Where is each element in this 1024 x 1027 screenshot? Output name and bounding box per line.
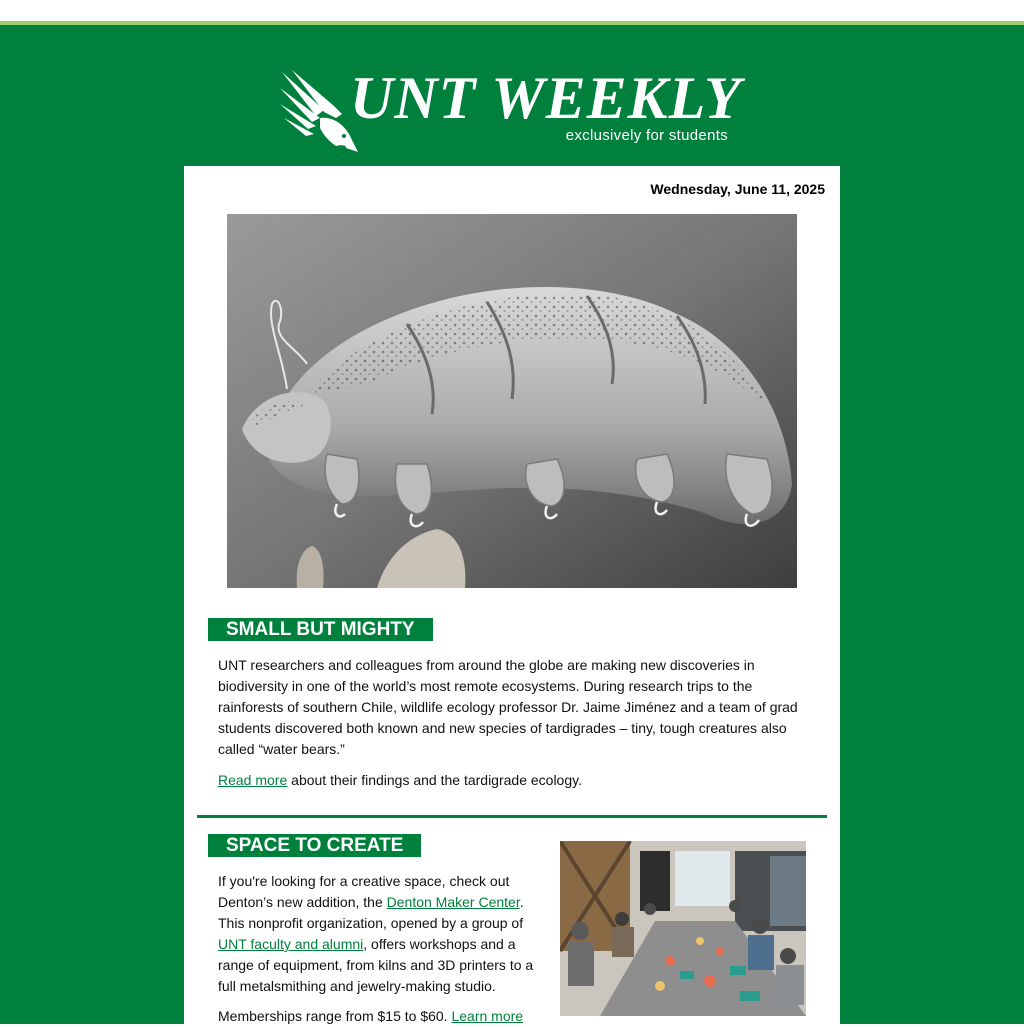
brand-tagline: exclusively for students — [565, 127, 728, 144]
top-bar — [0, 0, 1024, 21]
newsletter-card — [184, 166, 840, 1024]
story2-title: SPACE TO CREATE — [208, 834, 421, 857]
story1-title: SMALL BUT MIGHTY — [208, 618, 433, 641]
learn-more-link[interactable]: Learn more — [451, 1008, 524, 1024]
story1-readmore-tail: about their findings and the tardigrade ecology. — [287, 772, 582, 788]
maker-center-photo — [560, 841, 806, 1016]
story1-body: UNT researchers and colleagues from around the globe are making new discoveries in biodiversity in one of the world’s most remote ecosystems. During research trips to the rainforests of southern Chile, wildlife ecology professor Dr. Jaime Jiménez and a team of grad students discovered both known and new species of tardigrades – tiny, tough creatures also called “water bears.” — [218, 657, 798, 757]
story2-text-a: If you're looking for a creative space, check out Denton’s new addition, the — [218, 873, 510, 910]
read-more-link[interactable]: Read more — [218, 772, 288, 788]
section-divider — [197, 815, 827, 818]
faculty-alumni-link[interactable]: UNT faculty and alumni — [218, 936, 364, 952]
story2-body — [218, 871, 546, 997]
issue-date: Wednesday, June 11, 2025 — [650, 181, 825, 197]
tardigrade-image — [227, 214, 797, 588]
brand-title: UNT WEEKLY — [350, 65, 742, 131]
story2-membership-text: Memberships range from $15 to $60. — [218, 1008, 452, 1024]
story1-readmore — [218, 770, 816, 791]
masthead — [280, 64, 750, 156]
denton-maker-center-link[interactable]: Denton Maker Center — [386, 894, 520, 910]
story2-text-b: . This nonprofit organization, opened by a group of — [218, 894, 524, 931]
story2-text-c: , offers workshops and a range of equipment, from kilns and 3D printers to a full metalsmithing and jewelry-making studio. — [218, 936, 534, 994]
eagle-icon — [280, 66, 360, 152]
